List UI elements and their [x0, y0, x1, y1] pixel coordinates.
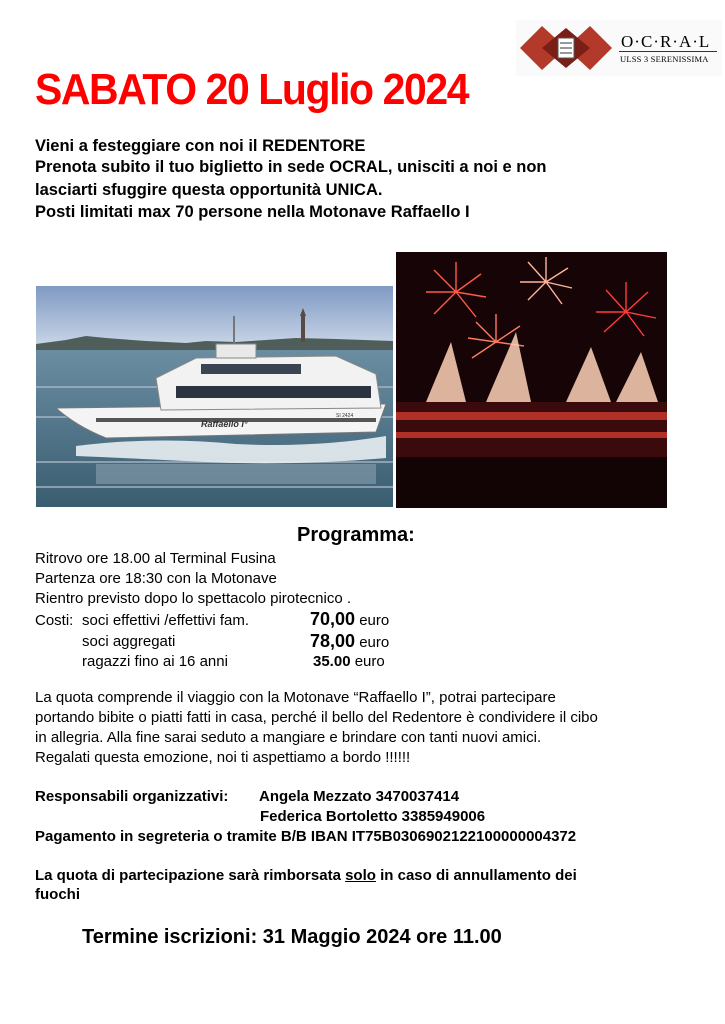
- logo-name: O·C·R·A·L: [621, 32, 711, 51]
- intro-line-1: Vieni a festeggiare con noi il REDENTORE: [35, 137, 366, 155]
- cost-row-1-price: [310, 609, 389, 631]
- description-line-2: portando bibite o piatti fatti in casa, perché il bello del Redentore è condividere il cibo: [35, 709, 598, 726]
- description-line-3: in allegria. Alla fine sarai seduto a mangiare e brindare con tanti nuovi amici.: [35, 729, 542, 746]
- refund-emphasis: solo: [345, 867, 376, 884]
- intro-line-3: lasciarti sfuggire questa opportunità UNICA.: [35, 181, 383, 199]
- contacts-label: Responsabili organizzativi:: [35, 788, 229, 805]
- programma-line-1: Ritrovo ore 18.00 al Terminal Fusina: [35, 550, 276, 567]
- cost-unit: euro: [359, 634, 390, 651]
- ocral-diamond-icon: [518, 24, 614, 72]
- fireworks-photo: [396, 252, 667, 508]
- boat-name-label: Raffaello I°: [201, 419, 248, 429]
- intro-line-4: Posti limitati max 70 persone nella Motonave Raffaello I: [35, 203, 470, 221]
- cost-category: soci aggregati: [82, 633, 176, 650]
- cost-category: soci effettivi /effettivi fam.: [82, 612, 250, 629]
- refund-text: in caso di annullamento dei: [375, 867, 577, 884]
- registration-deadline: Termine iscrizioni: 31 Maggio 2024 ore 11.00: [82, 926, 502, 948]
- programma-title: Programma:: [297, 524, 415, 546]
- contact-person-2: Federica Bortoletto 3385949006: [260, 808, 486, 825]
- page-title: SABATO 20 Luglio 2024: [35, 65, 469, 114]
- ocral-logo: [516, 20, 722, 76]
- refund-note: [35, 867, 577, 884]
- boat-id-label: SI 2424: [336, 413, 354, 419]
- refund-text: La quota di partecipazione sarà rimborsata: [35, 867, 346, 884]
- cost-price: 70,00: [310, 609, 356, 629]
- description-line-4: Regalati questa emozione, noi ti aspettiamo a bordo !!!!!!: [35, 749, 411, 766]
- logo-divider: [619, 51, 717, 52]
- intro-line-2: Prenota subito il tuo biglietto in sede OCRAL, unisciti a noi e non: [35, 158, 547, 176]
- cost-row-2-price: [310, 631, 389, 653]
- payment-info: Pagamento in segreteria o tramite B/B IBAN IT75B0306902122100000004372: [35, 828, 577, 845]
- logo-subtitle: ULSS 3 SERENISSIMA: [620, 54, 709, 64]
- programma-line-2: Partenza ore 18:30 con la Motonave: [35, 570, 277, 587]
- cost-price: 78,00: [310, 631, 356, 651]
- contact-person-1: Angela Mezzato 3470037414: [259, 788, 460, 805]
- cost-category: ragazzi fino ai 16 anni: [82, 653, 228, 670]
- cost-price: 35.00: [313, 653, 351, 670]
- refund-note-line-2: fuochi: [35, 886, 80, 903]
- programma-line-3: Rientro previsto dopo lo spettacolo pirotecnico .: [35, 590, 352, 607]
- boat-photo: [36, 286, 393, 507]
- cost-row-3-price: [313, 652, 385, 672]
- costs-label: Costi:: [35, 612, 74, 629]
- description-line-1: La quota comprende il viaggio con la Motonave “Raffaello I”, potrai partecipare: [35, 689, 556, 706]
- cost-unit: euro: [354, 653, 385, 670]
- cost-unit: euro: [359, 612, 390, 629]
